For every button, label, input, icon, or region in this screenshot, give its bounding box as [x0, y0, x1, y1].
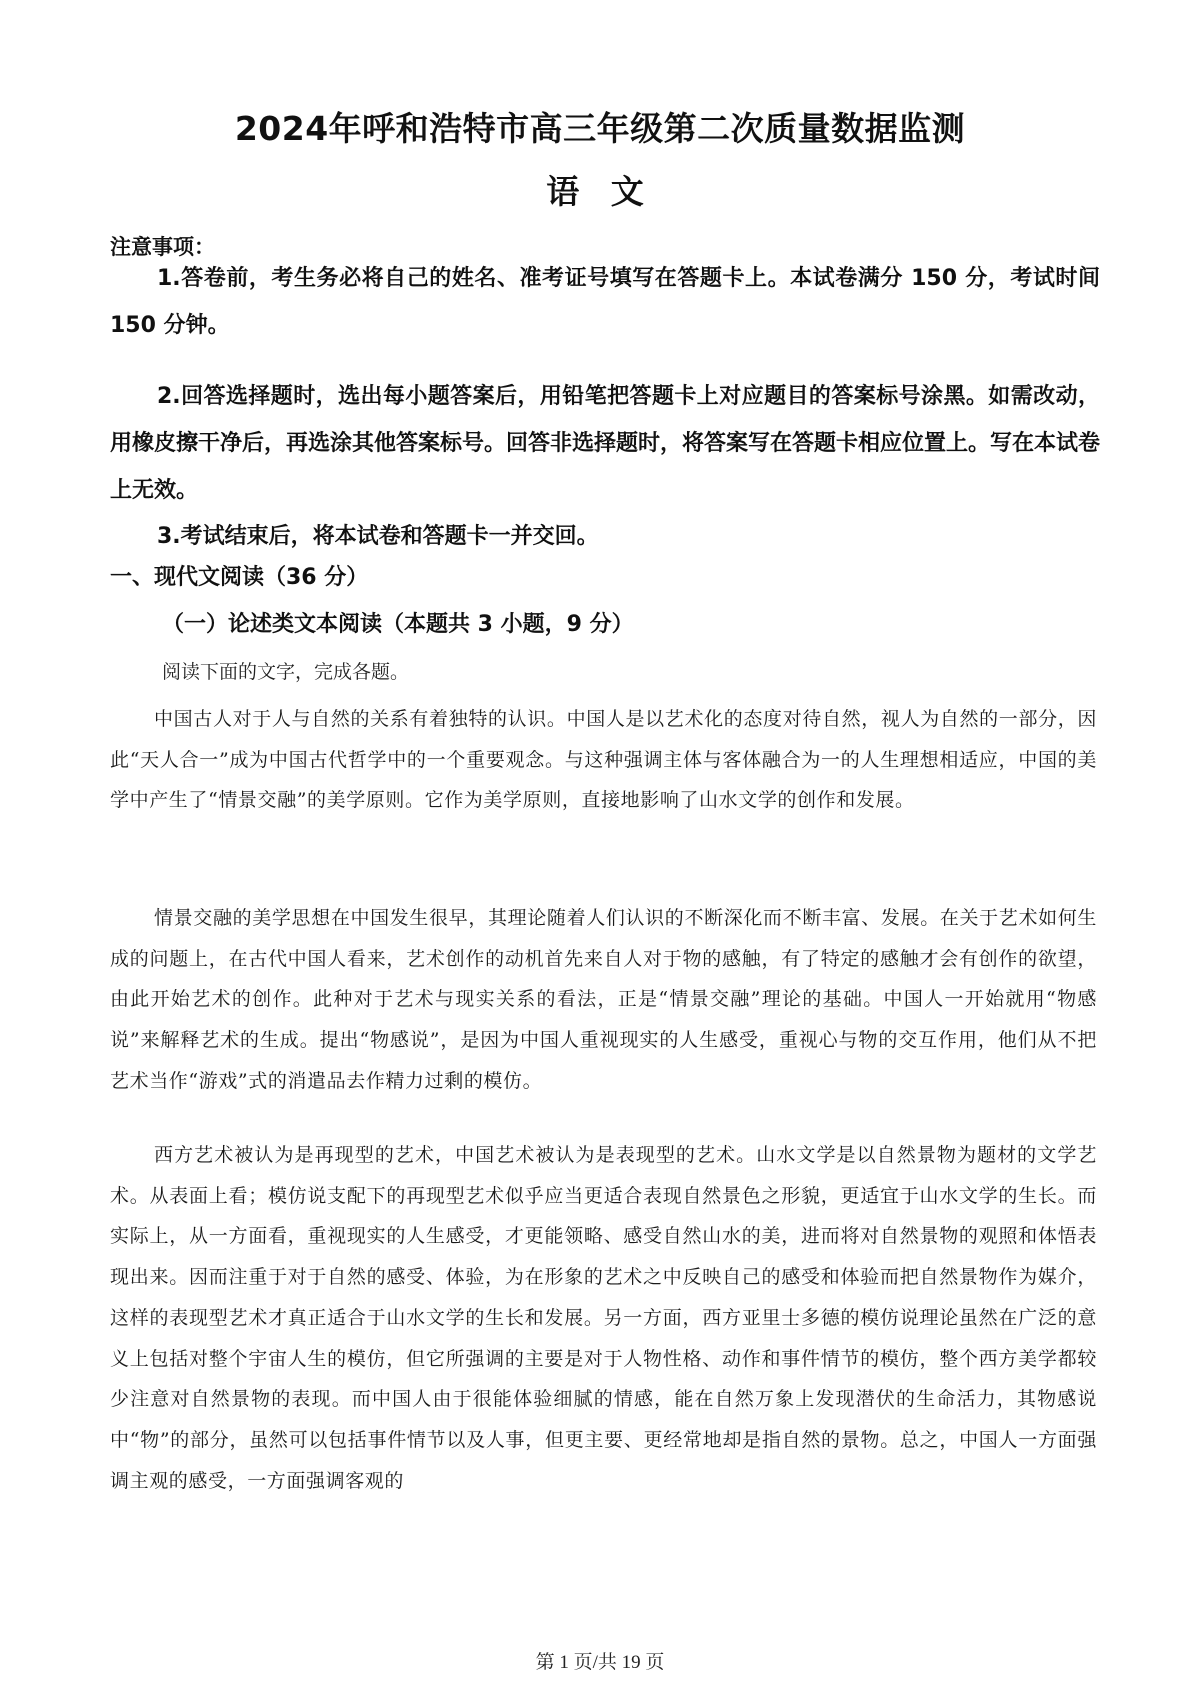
- subject-title: 语 文: [546, 172, 654, 211]
- notice-item-1: 1.答卷前，考生务必将自己的姓名、准考证号填写在答题卡上。本试卷满分 150 分，考试时间 150 分钟。: [110, 266, 1100, 338]
- notice-heading: 注意事项：: [110, 235, 215, 259]
- section-heading: 一、现代文阅读（36 分）: [110, 565, 369, 590]
- exam-title: 2024年呼和浩特市高三年级第二次质量数据监测: [234, 109, 966, 148]
- notice-item-2: 2.回答选择题时，选出每小题答案后，用铅笔把答题卡上对应题目的答案标号涂黑。如需改动，用橡皮擦干净后，再选涂其他答案标号。回答非选择题时，将答案写在答题卡相应位置上。写在本试卷上无效。: [110, 384, 1101, 503]
- passage-paragraph-1: 中国古人对于人与自然的关系有着独特的认识。中国人是以艺术化的态度对待自然，视人为自然的一部分，因此“天人合一”成为中国古代哲学中的一个重要观念。与这种强调主体与客体融合为一的人生理想相适应，中国的美学中产生了“情景交融”的美学原则。它作为美学原则，直接地影响了山水文学的创作和发展。: [110, 708, 1097, 812]
- passage-paragraph-2: 情景交融的美学思想在中国发生很早，其理论随着人们认识的不断深化而不断丰富、发展。在关于艺术如何生成的问题上，在古代中国人看来，艺术创作的动机首先来自人对于物的感触，有了特定的感触才会有创作的欲望，由此开始艺术的创作。此种对于艺术与现实关系的看法，正是“情景交融”理论的基础。中国人一开始就用“物感说”来解释艺术的生成。提出“物感说”，是因为中国人重视现实的人生感受，重视心与物的交互作用，他们从不把艺术当作“游戏”式的消遣品去作精力过剩的模仿。: [110, 907, 1097, 1092]
- section-subheading: （一）论述类文本阅读（本题共 3 小题，9 分）: [162, 612, 634, 637]
- notice-item-3: 3.考试结束后，将本试卷和答题卡一并交回。: [157, 524, 599, 549]
- page-number: 第 1 页/共 19 页: [535, 1652, 665, 1673]
- reading-instruction: 阅读下面的文字，完成各题。: [162, 661, 410, 683]
- passage-paragraph-3: 西方艺术被认为是再现型的艺术，中国艺术被认为是表现型的艺术。山水文学是以自然景物为题材的文学艺术。从表面上看；模仿说支配下的再现型艺术似乎应当更适合表现自然景色之形貌，更适宜于山水文学的生长。而实际上，从一方面看，重视现实的人生感受，才更能领略、感受自然山水的美，进而将对自然景物的观照和体悟表现出来。因而注重于对于自然的感受、体验，为在形象的艺术之中反映自己的感受和体验而把自然景物作为媒介，这样的表现型艺术才真正适合于山水文学的生长和发展。另一方面，西方亚里士多德的模仿说理论虽然在广泛的意义上包括对整个宇宙人生的模仿，但它所强调的主要是对于人物性格、动作和事件情节的模仿，整个西方美学都较少注意对自然景物的表现。而中国人由于很能体验细腻的情感，能在自然万象上发现潜伏的生命活力，其物感说中“物”的部分，虽然可以包括事件情节以及人事，但更主要、更经常地却是指自然的景物。总之，中国人一方面强调主观的感受，一方面强调客观的: [110, 1144, 1097, 1492]
